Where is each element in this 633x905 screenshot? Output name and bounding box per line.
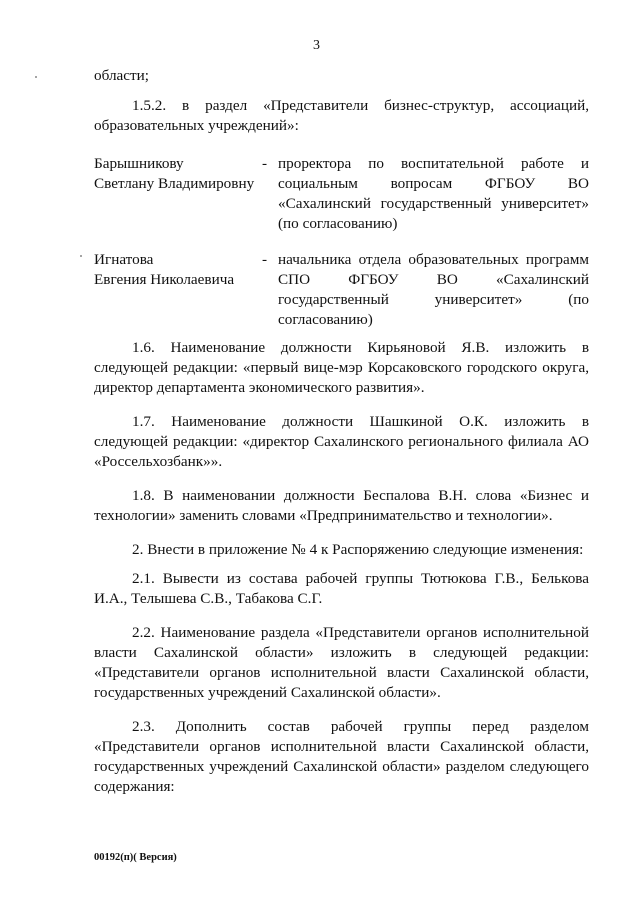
entry-dash: - [262, 251, 268, 268]
paragraph-continuation: области; [94, 67, 149, 84]
paragraph-1-8: 1.8. В наименовании должности Беспалова В.Н. слова «Бизнес и технологии» заменить словами «Предпринимательство и технологии». [94, 487, 589, 524]
personnel-entry [94, 154, 589, 234]
scan-speck [35, 76, 37, 78]
entry-dash: - [262, 155, 268, 172]
paragraph-2-1: 2.1. Вывести из состава рабочей группы Тютюкова Г.В., Белькова И.А., Телышева С.В., Табакова С.Г. [94, 570, 589, 607]
person-name [94, 154, 262, 234]
paragraph-1-7: 1.7. Наименование должности Шашкиной О.К. изложить в следующей редакции: «директор Сахалинского регионального филиала АО «Россельхозбанк»». [94, 413, 589, 470]
paragraph-2: 2. Внести в приложение № 4 к Распоряжению следующие изменения: [132, 541, 584, 558]
paragraph-2-3: 2.3. Дополнить состав рабочей группы перед разделом «Представители органов исполнительной власти Сахалинской области, государственных учреждений Сахалинской области» разделом следующего содержания: [94, 718, 589, 795]
paragraph-1-6: 1.6. Наименование должности Кирьяновой Я.В. изложить в следующей редакции: «первый вице-мэр Корсаковского городского округа, директор департамента экономического развития». [94, 339, 589, 396]
person-name [94, 250, 262, 330]
person-surname: Барышникову [94, 155, 184, 172]
personnel-entry [94, 250, 589, 330]
scan-speck [80, 255, 82, 257]
person-position: проректора по воспитательной работе и социальным вопросам ФГБОУ ВО «Сахалинский государственный университет» (по согласованию) [278, 155, 589, 232]
person-position: начальника отдела образовательных программ СПО ФГБОУ ВО «Сахалинский государственный университет» (по согласованию) [278, 251, 589, 328]
person-given-names: Светлану Владимировну [94, 175, 255, 192]
person-surname: Игнатова [94, 251, 154, 268]
paragraph-2-2: 2.2. Наименование раздела «Представители органов исполнительной власти Сахалинской области» изложить в следующей редакции: «Представители органов исполнительной власти Сахалинской области, государственных учреждений Сахалинской области». [94, 624, 589, 701]
page-number: 3 [313, 38, 320, 53]
document-footer-code: 00192(п)( Версия) [94, 852, 177, 863]
paragraph-1-5-2: 1.5.2. в раздел «Представители бизнес-структур, ассоциаций, образовательных учреждений»: [94, 97, 589, 134]
person-given-names: Евгения Николаевича [94, 271, 235, 288]
document-body [94, 66, 589, 797]
